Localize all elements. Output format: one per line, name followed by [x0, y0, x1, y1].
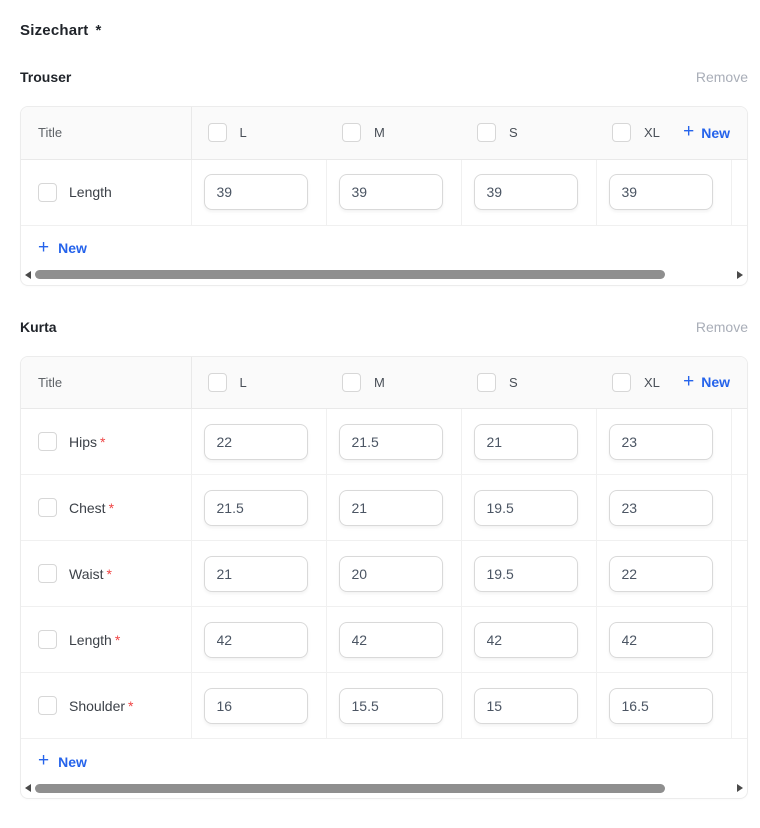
row-title-cell — [21, 475, 191, 541]
table-row — [21, 607, 747, 673]
scrollbar-thumb[interactable] — [35, 784, 665, 793]
scrolled-column-sliver — [731, 607, 747, 673]
scrolled-column-sliver — [731, 673, 747, 739]
size-input[interactable] — [609, 424, 713, 460]
sizechart-section — [20, 69, 748, 286]
column-checkbox[interactable] — [208, 123, 227, 142]
column-checkbox[interactable] — [612, 123, 631, 142]
required-asterisk: * — [114, 631, 121, 648]
size-input[interactable] — [474, 490, 578, 526]
size-input[interactable] — [339, 174, 443, 210]
column-label: M — [374, 374, 385, 390]
value-cell — [461, 541, 596, 607]
row-label: Waist — [69, 565, 104, 582]
column-header-m — [326, 357, 461, 409]
column-header-title-label: Title — [38, 374, 63, 390]
size-input[interactable] — [339, 688, 443, 724]
scroll-right-arrow-icon[interactable] — [737, 271, 743, 279]
value-cell — [596, 475, 731, 541]
size-input[interactable] — [204, 688, 308, 724]
column-header-s — [461, 107, 596, 159]
sections-container — [20, 69, 748, 799]
size-input[interactable] — [339, 556, 443, 592]
column-header-l — [191, 357, 326, 409]
size-input[interactable] — [339, 490, 443, 526]
column-checkbox[interactable] — [342, 373, 361, 392]
row-checkbox[interactable] — [38, 564, 57, 583]
value-cell — [461, 607, 596, 673]
add-row-label: New — [58, 753, 87, 770]
value-cell — [326, 159, 461, 225]
required-asterisk: * — [128, 697, 134, 714]
table-body — [21, 409, 747, 739]
size-input[interactable] — [204, 174, 308, 210]
scroll-right-arrow-icon[interactable] — [737, 784, 743, 792]
size-input[interactable] — [609, 556, 713, 592]
section-title: Kurta — [20, 318, 57, 335]
new-row-area — [21, 226, 747, 269]
size-input[interactable] — [204, 622, 308, 658]
table-row — [21, 541, 747, 607]
value-cell — [326, 673, 461, 739]
add-row-button[interactable] — [38, 236, 87, 258]
column-checkbox[interactable] — [477, 373, 496, 392]
section-header — [20, 319, 748, 335]
value-cell — [326, 541, 461, 607]
page-title — [20, 22, 748, 39]
column-label: L — [239, 374, 247, 390]
row-title-cell — [21, 541, 191, 607]
plus-icon: + — [683, 121, 695, 143]
size-input[interactable] — [339, 622, 443, 658]
scrollbar-track[interactable] — [34, 784, 734, 793]
column-checkbox[interactable] — [208, 373, 227, 392]
size-input[interactable] — [609, 490, 713, 526]
scrolled-column-sliver — [731, 159, 747, 225]
column-header-title-label: Title — [38, 125, 63, 141]
table-header-row — [21, 107, 747, 159]
row-checkbox[interactable] — [38, 696, 57, 715]
scrolled-column-sliver — [731, 475, 747, 541]
value-cell — [191, 475, 326, 541]
size-input[interactable] — [474, 622, 578, 658]
add-column-label: New — [701, 374, 730, 391]
column-header-title — [21, 107, 191, 159]
value-cell — [596, 673, 731, 739]
required-asterisk: * — [100, 433, 106, 450]
required-asterisk: * — [106, 565, 112, 582]
value-cell — [191, 673, 326, 739]
value-cell — [596, 159, 731, 225]
column-header-m — [326, 107, 461, 159]
scrollbar-track[interactable] — [34, 270, 734, 279]
row-checkbox[interactable] — [38, 630, 57, 649]
row-checkbox[interactable] — [38, 183, 57, 202]
new-row-area — [21, 739, 747, 782]
column-header-s — [461, 357, 596, 409]
sizechart-table-card — [20, 106, 748, 286]
row-label: Length — [69, 631, 112, 648]
size-input[interactable] — [474, 174, 578, 210]
scroll-left-arrow-icon[interactable] — [25, 784, 31, 792]
column-header-xl — [596, 357, 731, 409]
row-label: Hips — [69, 433, 98, 450]
scrolled-column-sliver — [731, 409, 747, 475]
column-checkbox[interactable] — [612, 373, 631, 392]
page-required-asterisk: * — [95, 22, 102, 39]
add-row-label: New — [58, 240, 87, 256]
page-title-text: Sizechart — [20, 22, 89, 39]
section-header — [20, 69, 748, 85]
column-label: S — [509, 125, 518, 141]
row-label: Length — [69, 184, 112, 200]
size-input[interactable] — [474, 556, 578, 592]
plus-icon: + — [38, 236, 50, 258]
scrollbar-thumb[interactable] — [35, 270, 665, 279]
size-input[interactable] — [204, 556, 308, 592]
required-asterisk: * — [108, 499, 115, 516]
scrolled-column-sliver — [731, 541, 747, 607]
row-title-cell — [21, 159, 191, 225]
horizontal-scrollbar[interactable] — [25, 269, 743, 281]
table-header-row — [21, 357, 747, 409]
value-cell — [326, 475, 461, 541]
size-input[interactable] — [609, 174, 713, 210]
column-label: L — [239, 125, 247, 141]
value-cell — [461, 159, 596, 225]
row-label: Shoulder — [69, 697, 126, 714]
column-label: XL — [644, 374, 660, 390]
scrolled-column-sliver — [731, 357, 747, 409]
add-column-label: New — [701, 124, 730, 141]
add-row-button[interactable] — [38, 750, 87, 771]
value-cell — [191, 541, 326, 607]
remove-section-button[interactable]: Remove — [695, 318, 748, 335]
sizechart-table-card — [20, 356, 748, 800]
add-column-button[interactable] — [683, 121, 730, 143]
value-cell — [326, 607, 461, 673]
size-input[interactable] — [609, 622, 713, 658]
column-header-title — [21, 357, 191, 409]
value-cell — [191, 607, 326, 673]
row-checkbox[interactable] — [38, 498, 57, 517]
value-cell — [596, 541, 731, 607]
scroll-left-arrow-icon[interactable] — [25, 271, 31, 279]
scrolled-column-sliver — [731, 107, 747, 159]
value-cell — [191, 159, 326, 225]
section-title: Trouser — [20, 69, 72, 85]
column-label: S — [509, 374, 518, 390]
size-input[interactable] — [339, 424, 443, 460]
sizechart-section — [20, 319, 748, 800]
row-label: Chest — [69, 499, 106, 516]
size-input[interactable] — [204, 490, 308, 526]
size-input[interactable] — [204, 424, 308, 460]
table-row — [21, 159, 747, 225]
row-title-cell — [21, 409, 191, 475]
row-checkbox[interactable] — [38, 432, 57, 451]
sizechart-table — [21, 357, 747, 740]
table-row — [21, 409, 747, 475]
sizechart-table — [21, 107, 747, 226]
row-title-cell — [21, 607, 191, 673]
size-input[interactable] — [474, 424, 578, 460]
size-input[interactable] — [609, 688, 713, 724]
remove-section-button[interactable]: Remove — [695, 69, 748, 85]
row-title-cell — [21, 673, 191, 739]
column-header-l — [191, 107, 326, 159]
size-input[interactable] — [474, 688, 578, 724]
column-checkbox[interactable] — [342, 123, 361, 142]
column-header-xl — [596, 107, 731, 159]
value-cell — [326, 409, 461, 475]
table-row — [21, 475, 747, 541]
plus-icon: + — [38, 750, 50, 771]
value-cell — [461, 673, 596, 739]
table-body — [21, 159, 747, 225]
value-cell — [596, 607, 731, 673]
value-cell — [461, 409, 596, 475]
plus-icon: + — [683, 370, 695, 392]
table-row — [21, 673, 747, 739]
column-label: M — [374, 125, 385, 141]
add-column-button[interactable] — [683, 370, 730, 392]
value-cell — [461, 475, 596, 541]
value-cell — [191, 409, 326, 475]
column-label: XL — [644, 125, 660, 141]
column-checkbox[interactable] — [477, 123, 496, 142]
value-cell — [596, 409, 731, 475]
horizontal-scrollbar[interactable] — [25, 782, 743, 794]
